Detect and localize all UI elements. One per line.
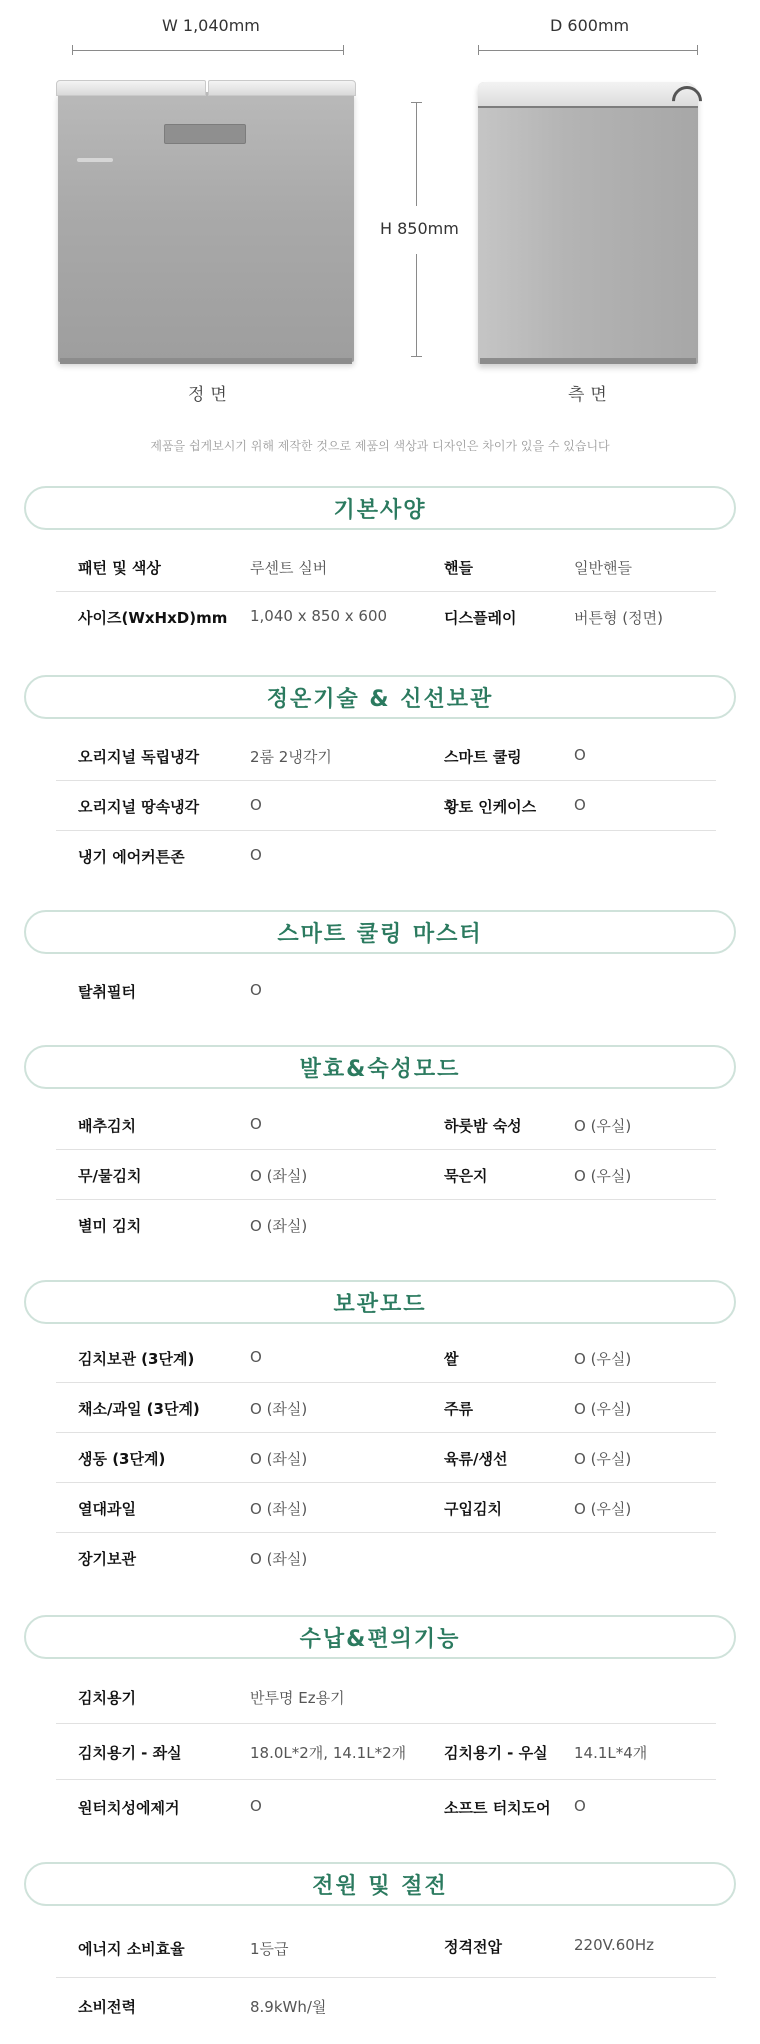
spec-key: 김치용기 - 우실 xyxy=(444,1744,548,1762)
spec-key: 하룻밤 숙성 xyxy=(444,1117,522,1135)
spec-value: 1,040 x 850 x 600 xyxy=(250,607,388,625)
section-title: 스마트 쿨링 마스터 xyxy=(277,921,483,947)
spec-key: 스마트 쿨링 xyxy=(444,748,522,766)
disclaimer-text: 제품을 쉽게보시기 위해 제작한 것으로 제품의 색상과 디자인은 차이가 있을 수 있습니다 xyxy=(150,439,610,453)
spec-value: 반투명 Ez용기 xyxy=(250,1689,345,1707)
spec-key: 묵은지 xyxy=(444,1167,488,1185)
spec-row xyxy=(56,731,716,781)
section-title: 발효&숙성모드 xyxy=(299,1056,461,1082)
height-label: H 850mm xyxy=(380,219,459,238)
spec-key: 냉기 에어커튼존 xyxy=(78,848,185,866)
spec-key: 원터치성에제거 xyxy=(78,1799,180,1817)
spec-value: O (우실) xyxy=(574,1350,632,1368)
spec-value: O (우실) xyxy=(574,1117,632,1135)
spec-row xyxy=(56,1780,716,1834)
spec-row xyxy=(56,1533,716,1583)
depth-tick-right xyxy=(697,45,698,55)
spec-key: 탈취필터 xyxy=(78,983,136,1001)
spec-key: 생동 (3단계) xyxy=(78,1450,166,1468)
front-lid-right xyxy=(208,80,356,96)
spec-value: 버튼형 (정면) xyxy=(574,609,663,627)
spec-key: 황토 인케이스 xyxy=(444,798,537,816)
spec-value: O (좌실) xyxy=(250,1500,308,1518)
width-tick-right xyxy=(343,45,344,55)
side-lid xyxy=(478,82,698,108)
spec-row xyxy=(56,542,716,592)
spec-value: 8.9kWh/월 xyxy=(250,1998,327,2016)
spec-key: 김치보관 (3단계) xyxy=(78,1350,195,1368)
spec-key: 배추김치 xyxy=(78,1117,136,1135)
spec-value: 루센트 실버 xyxy=(250,559,328,577)
width-tick-left xyxy=(72,45,73,55)
spec-row xyxy=(56,1724,716,1780)
spec-value: O xyxy=(250,981,262,999)
brand-logo xyxy=(77,158,113,162)
section-title: 수납&편의기능 xyxy=(299,1626,461,1652)
spec-row xyxy=(56,1916,716,1978)
spec-key: 육류/생선 xyxy=(444,1450,508,1468)
spec-row xyxy=(56,1200,716,1250)
spec-value: 일반핸들 xyxy=(574,559,632,577)
spec-row xyxy=(56,1433,716,1483)
spec-value: O xyxy=(250,796,262,814)
spec-key: 채소/과일 (3단계) xyxy=(78,1400,200,1418)
spec-key: 에너지 소비효율 xyxy=(78,1940,185,1958)
section-header xyxy=(24,910,736,954)
front-lid-left xyxy=(56,80,206,96)
section-header xyxy=(24,1862,736,1906)
side-base xyxy=(480,358,696,364)
spec-value: 1등급 xyxy=(250,1940,289,1958)
spec-value: O (우실) xyxy=(574,1400,632,1418)
height-line-top xyxy=(416,102,417,206)
spec-key: 사이즈(WxHxD)mm xyxy=(78,609,228,627)
section-title: 정온기술 & 신선보관 xyxy=(266,686,494,712)
spec-row xyxy=(56,1383,716,1433)
spec-value: O xyxy=(250,1797,262,1815)
spec-value: O xyxy=(250,1348,262,1366)
spec-value: O (좌실) xyxy=(250,1400,308,1418)
spec-key: 열대과일 xyxy=(78,1500,136,1518)
front-view-label: 정면 xyxy=(188,385,233,405)
spec-value: O (우실) xyxy=(574,1450,632,1468)
section-title: 보관모드 xyxy=(333,1291,427,1317)
section-title: 기본사양 xyxy=(333,497,427,523)
width-label: W 1,040mm xyxy=(162,16,260,35)
spec-key: 핸들 xyxy=(444,559,473,577)
spec-value: O (좌실) xyxy=(250,1167,308,1185)
height-line-bottom xyxy=(416,254,417,356)
spec-key: 소비전력 xyxy=(78,1998,136,2016)
spec-row xyxy=(56,1978,716,2034)
spec-value: O xyxy=(250,846,262,864)
section-header xyxy=(24,1615,736,1659)
depth-label: D 600mm xyxy=(550,16,630,35)
spec-key: 정격전압 xyxy=(444,1938,502,1956)
width-line xyxy=(72,50,344,51)
side-view-label: 측면 xyxy=(568,385,613,405)
spec-key: 패턴 및 색상 xyxy=(78,559,161,577)
spec-key: 오리지널 땅속냉각 xyxy=(78,798,200,816)
spec-value: 14.1L*4개 xyxy=(574,1744,648,1762)
spec-key: 디스플레이 xyxy=(444,609,517,627)
side-view-image xyxy=(478,82,698,364)
spec-key: 구입김치 xyxy=(444,1500,502,1518)
spec-value: O xyxy=(574,1797,586,1815)
height-tick-top xyxy=(411,102,422,103)
spec-row xyxy=(56,1150,716,1200)
spec-key: 무/물김치 xyxy=(78,1167,142,1185)
spec-value: O xyxy=(250,1115,262,1133)
section-header xyxy=(24,675,736,719)
spec-key: 주류 xyxy=(444,1400,473,1418)
spec-row xyxy=(56,781,716,831)
spec-key: 소프트 터치도어 xyxy=(444,1799,551,1817)
height-tick-bottom xyxy=(411,356,422,357)
spec-row xyxy=(56,1333,716,1383)
spec-row xyxy=(56,592,716,642)
spec-value: 2룸 2냉각기 xyxy=(250,748,332,766)
product-dimension-drawing xyxy=(0,0,760,470)
front-base xyxy=(60,358,352,364)
section-header xyxy=(24,1045,736,1089)
section-header xyxy=(24,1280,736,1324)
control-panel xyxy=(164,124,246,144)
spec-key: 김치용기 - 좌실 xyxy=(78,1744,182,1762)
spec-value: 220V.60Hz xyxy=(574,1936,654,1954)
spec-value: O (좌실) xyxy=(250,1217,308,1235)
spec-row xyxy=(56,831,716,881)
section-header xyxy=(24,486,736,530)
spec-row xyxy=(56,966,716,1016)
spec-key: 쌀 xyxy=(444,1350,459,1368)
spec-key: 김치용기 xyxy=(78,1689,136,1707)
section-title: 전원 및 절전 xyxy=(312,1873,448,1899)
spec-row xyxy=(56,1100,716,1150)
depth-line xyxy=(478,50,698,51)
spec-key: 별미 김치 xyxy=(78,1217,142,1235)
spec-key: 장기보관 xyxy=(78,1550,136,1568)
spec-row xyxy=(56,1670,716,1724)
spec-row xyxy=(56,1483,716,1533)
spec-key: 오리지널 독립냉각 xyxy=(78,748,200,766)
spec-value: O xyxy=(574,746,586,764)
depth-tick-left xyxy=(478,45,479,55)
spec-value: O (좌실) xyxy=(250,1550,308,1568)
spec-value: O (좌실) xyxy=(250,1450,308,1468)
spec-value: O (우실) xyxy=(574,1500,632,1518)
spec-value: O (우실) xyxy=(574,1167,632,1185)
spec-value: 18.0L*2개, 14.1L*2개 xyxy=(250,1744,407,1762)
spec-value: O xyxy=(574,796,586,814)
